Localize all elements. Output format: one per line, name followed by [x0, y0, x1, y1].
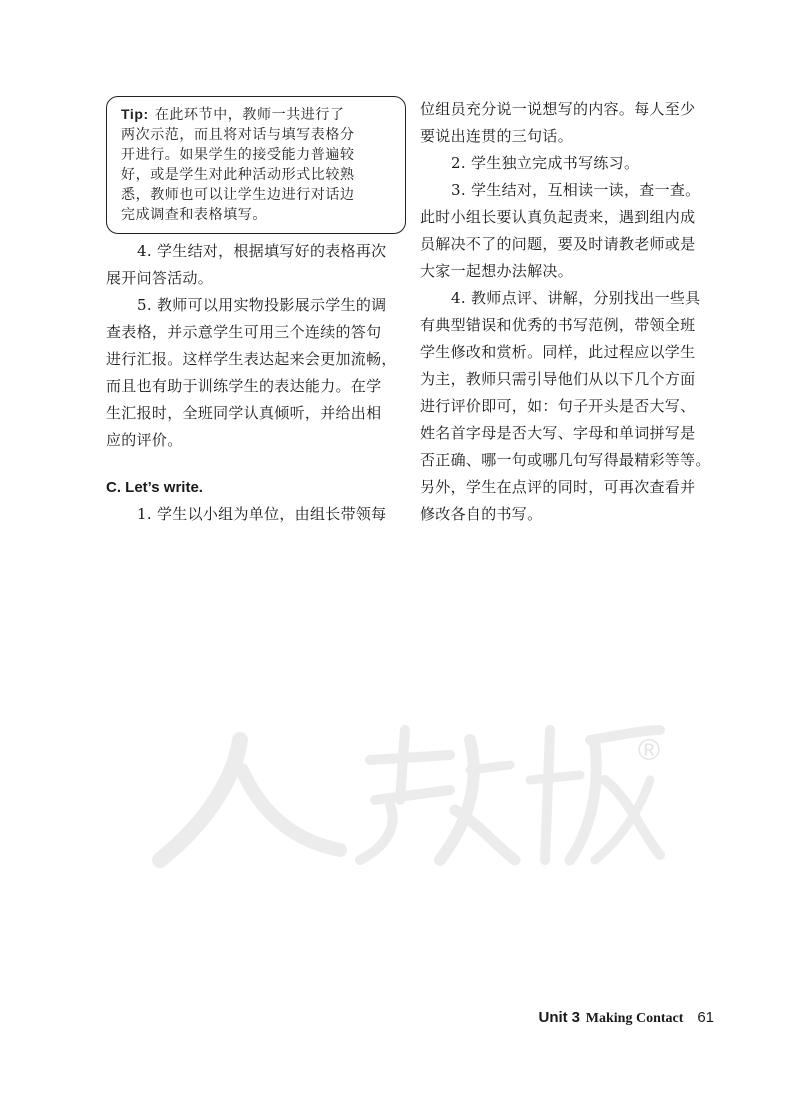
paragraph-line: 进行汇报。这样学生表达起来会更加流畅，: [106, 350, 397, 368]
paragraph-line: 生汇报时，全班同学认真倾听，并给出相: [106, 404, 382, 422]
paragraph-line: 展开问答活动。: [106, 269, 214, 287]
tip-line: [121, 104, 395, 125]
right-paragraph-3: [420, 177, 720, 285]
tip-line: 两次示范，而且将对话与填写表格分: [121, 127, 355, 143]
section-c-heading: C. Let’s write.: [106, 479, 203, 496]
paragraph-line: 位组员充分说一说想写的内容。每人至少: [420, 100, 696, 118]
footer-unit-word: Unit: [538, 1009, 568, 1026]
paragraph-line: 学生修改和赏析。同样，此过程应以学生: [420, 343, 696, 361]
paragraph-line: 有典型错误和优秀的书写范例，带领全班: [420, 316, 696, 334]
tip-line: 完成调查和表格填写。: [121, 207, 267, 223]
paragraph-line: 5. 教师可以用实物投影展示学生的调: [137, 296, 387, 314]
right-paragraph-2: [420, 150, 720, 177]
left-paragraph-4: [106, 238, 406, 292]
page-number: 61: [697, 1009, 714, 1026]
paragraph-line: 要说出连贯的三句话。: [420, 127, 574, 145]
right-column: [420, 96, 720, 528]
paragraph-line: 另外，学生在点评的同时，可再次查看并: [420, 478, 696, 496]
tip-line: 悉，教师也可以让学生边进行对话边: [121, 187, 355, 203]
page-footer: [539, 1009, 715, 1027]
paragraph-line: 此时小组长要认真负起责来，遇到组内成: [420, 208, 696, 226]
paragraph-line: 员解决不了的问题，要及时请教老师或是: [420, 235, 696, 253]
paragraph-line: 姓名首字母是否大写、字母和单词拼写是: [420, 424, 696, 442]
paragraph-line: 查表格，并示意学生可用三个连续的答句: [106, 323, 382, 341]
paragraph-line: 3. 学生结对，互相读一读，查一查。: [451, 181, 701, 199]
tip-line: 好，或是学生对此种活动形式比较熟: [121, 167, 355, 183]
paragraph-line: 为主，教师只需引导他们从以下几个方面: [420, 370, 696, 388]
tip-line: 开进行。如果学生的接受能力普遍较: [121, 147, 355, 163]
tip-line-text: 在此环节中，教师一共进行了: [154, 107, 345, 123]
tip-label: Tip:: [121, 106, 149, 122]
paragraph-line: 否正确、哪一句或哪几句写得最精彩等等。: [420, 451, 711, 469]
paragraph-line: 应的评价。: [106, 431, 183, 449]
tip-box: [106, 96, 406, 234]
footer-unit-number: 3: [571, 1009, 580, 1026]
left-column: [106, 96, 406, 528]
right-paragraph-4: [420, 285, 720, 528]
paragraph-line: 大家一起想办法解决。: [420, 262, 574, 280]
paragraph-line: 2. 学生独立完成书写练习。: [451, 154, 640, 172]
paragraph-line: 修改各自的书写。: [420, 505, 543, 523]
paragraph-line: 4. 学生结对，根据填写好的表格再次: [137, 242, 387, 260]
paragraph-line: 1. 学生以小组为单位，由组长带领每: [137, 505, 387, 523]
paragraph-line: 4. 教师点评、讲解，分别找出一些具: [451, 289, 701, 307]
footer-unit-title: Making Contact: [585, 1011, 684, 1026]
watermark-registered-mark: ®: [638, 734, 661, 767]
paragraph-line: 而且也有助于训练学生的表达能力。在学: [106, 377, 382, 395]
publisher-watermark-logo: [150, 700, 670, 880]
paragraph-line: 进行评价即可，如：句子开头是否大写、: [420, 397, 696, 415]
right-paragraph-continuation: [420, 96, 720, 150]
left-paragraph-5: [106, 292, 406, 454]
